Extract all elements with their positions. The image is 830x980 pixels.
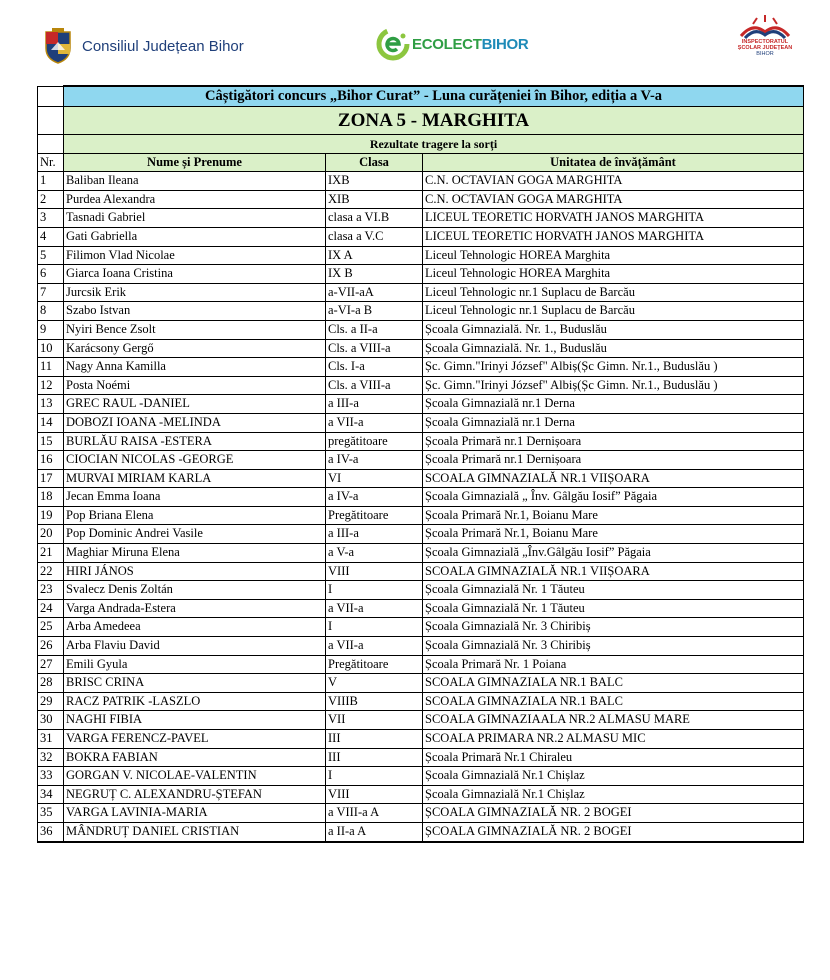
row-school: Școala Gimnazială. Nr. 1., Buduslău: [423, 339, 804, 358]
row-nr: 4: [38, 227, 64, 246]
table-row: [38, 227, 804, 246]
row-nr: 20: [38, 525, 64, 544]
row-nr: 12: [38, 376, 64, 395]
inspectoratul-logo: [733, 14, 797, 66]
row-school: C.N. OCTAVIAN GOGA MARGHITA: [423, 172, 804, 191]
table-row: [38, 506, 804, 525]
zone-row: [38, 107, 804, 135]
row-class: Cls. I-a: [326, 358, 423, 377]
row-name: GORGAN V. NICOLAE-VALENTIN: [64, 767, 326, 786]
row-class: Pregătitoare: [326, 655, 423, 674]
row-name: Purdea Alexandra: [64, 190, 326, 209]
table-row: [38, 711, 804, 730]
row-class: a II-a A: [326, 822, 423, 841]
row-name: Maghiar Miruna Elena: [64, 544, 326, 563]
row-name: Filimon Vlad Nicolae: [64, 246, 326, 265]
table-row: [38, 432, 804, 451]
row-class: a VII-a: [326, 599, 423, 618]
row-nr: 33: [38, 767, 64, 786]
row-nr: 28: [38, 674, 64, 693]
table-row: [38, 246, 804, 265]
row-school: Liceul Tehnologic HOREA Marghita: [423, 265, 804, 284]
row-name: Pop Briana Elena: [64, 506, 326, 525]
row-school: SCOALA PRIMARA NR.2 ALMASU MIC: [423, 730, 804, 749]
table-row: [38, 822, 804, 841]
page-header: [0, 0, 830, 80]
table-row: [38, 562, 804, 581]
row-name: Pop Dominic Andrei Vasile: [64, 525, 326, 544]
row-nr: 32: [38, 748, 64, 767]
consiliul-judetean-logo: [42, 28, 244, 64]
row-school: Școala Primară Nr.1 Chiraleu: [423, 748, 804, 767]
row-nr: 1: [38, 172, 64, 191]
row-name: RACZ PATRIK -LASZLO: [64, 692, 326, 711]
logo-text: Consiliul Județean Bihor: [82, 37, 244, 55]
table-row: [38, 674, 804, 693]
row-school: ȘCOALA GIMNAZIALĂ NR. 2 BOGEI: [423, 804, 804, 823]
table-row: [38, 320, 804, 339]
row-class: a-VII-aA: [326, 283, 423, 302]
row-school: Școala Primară Nr. 1 Poiana: [423, 655, 804, 674]
row-school: Școala Gimnazială nr.1 Derna: [423, 413, 804, 432]
row-name: Szabo Istvan: [64, 302, 326, 321]
row-nr: 26: [38, 637, 64, 656]
table-row: [38, 283, 804, 302]
row-nr: 13: [38, 395, 64, 414]
table-row: [38, 599, 804, 618]
row-nr: 7: [38, 283, 64, 302]
row-nr: 10: [38, 339, 64, 358]
row-school: SCOALA GIMNAZIAALA NR.2 ALMASU MARE: [423, 711, 804, 730]
row-nr: 17: [38, 469, 64, 488]
row-class: VIIIB: [326, 692, 423, 711]
row-class: IXB: [326, 172, 423, 191]
row-name: Tasnadi Gabriel: [64, 209, 326, 228]
row-nr: 18: [38, 488, 64, 507]
row-class: a IV-a: [326, 488, 423, 507]
row-class: a III-a: [326, 395, 423, 414]
row-school: LICEUL TEORETIC HORVATH JANOS MARGHITA: [423, 209, 804, 228]
table-row: [38, 692, 804, 711]
table-row: [38, 339, 804, 358]
row-class: pregătitoare: [326, 432, 423, 451]
row-name: Posta Noémi: [64, 376, 326, 395]
row-school: Școala Gimnazială. Nr. 1., Buduslău: [423, 320, 804, 339]
table-row: [38, 767, 804, 786]
table-row: [38, 209, 804, 228]
row-nr: 6: [38, 265, 64, 284]
row-nr: 14: [38, 413, 64, 432]
column-header-row: [38, 153, 804, 172]
row-class: Cls. a VIII-a: [326, 376, 423, 395]
row-class: III: [326, 748, 423, 767]
row-name: VARGA FERENCZ-PAVEL: [64, 730, 326, 749]
row-name: Arba Amedeea: [64, 618, 326, 637]
row-name: BURLĂU RAISA -ESTERA: [64, 432, 326, 451]
table-row: [38, 488, 804, 507]
subtitle: Rezultate tragere la sorți: [64, 135, 804, 154]
table-row: [38, 655, 804, 674]
row-class: a IV-a: [326, 451, 423, 470]
row-name: Nyiri Bence Zsolt: [64, 320, 326, 339]
row-nr: 21: [38, 544, 64, 563]
row-school: SCOALA GIMNAZIALĂ NR.1 VIIȘOARA: [423, 469, 804, 488]
row-class: a VII-a: [326, 637, 423, 656]
book-icon: [733, 14, 797, 42]
table-row: [38, 525, 804, 544]
row-school: Școala Gimnazială Nr. 1 Tăuteu: [423, 599, 804, 618]
row-nr: 23: [38, 581, 64, 600]
row-class: I: [326, 767, 423, 786]
row-nr: 15: [38, 432, 64, 451]
column-header-nr: Nr.: [38, 153, 64, 172]
row-name: DOBOZI IOANA -MELINDA: [64, 413, 326, 432]
table-row: [38, 618, 804, 637]
table-row: [38, 302, 804, 321]
row-class: VIII: [326, 562, 423, 581]
table-row: [38, 190, 804, 209]
subtitle-row: [38, 135, 804, 154]
row-class: IX B: [326, 265, 423, 284]
row-class: III: [326, 730, 423, 749]
row-school: LICEUL TEORETIC HORVATH JANOS MARGHITA: [423, 227, 804, 246]
table-row: [38, 376, 804, 395]
row-school: Școala Primară Nr.1, Boianu Mare: [423, 525, 804, 544]
table-row: [38, 413, 804, 432]
row-name: VARGA LAVINIA-MARIA: [64, 804, 326, 823]
row-class: a VII-a: [326, 413, 423, 432]
row-class: V: [326, 674, 423, 693]
row-class: a-VI-a B: [326, 302, 423, 321]
row-name: NEGRUȚ C. ALEXANDRU-ȘTEFAN: [64, 785, 326, 804]
row-class: IX A: [326, 246, 423, 265]
row-class: VIII: [326, 785, 423, 804]
table-row: [38, 804, 804, 823]
row-school: Școala Gimnazială „Înv.Gâlgău Iosif” Păgaia: [423, 544, 804, 563]
column-header-name: Nume și Prenume: [64, 153, 326, 172]
row-school: Școala Gimnazială nr.1 Derna: [423, 395, 804, 414]
row-name: Jurcsik Erik: [64, 283, 326, 302]
table-row: [38, 748, 804, 767]
row-nr: 34: [38, 785, 64, 804]
row-name: MÂNDRUȚ DANIEL CRISTIAN: [64, 822, 326, 841]
row-name: Giarca Ioana Cristina: [64, 265, 326, 284]
row-school: Școala Primară nr.1 Dernișoara: [423, 451, 804, 470]
row-school: ȘCOALA GIMNAZIALĂ NR. 2 BOGEI: [423, 822, 804, 841]
row-class: clasa a VI.B: [326, 209, 423, 228]
row-nr: 22: [38, 562, 64, 581]
coat-of-arms-icon: [42, 28, 74, 64]
row-school: C.N. OCTAVIAN GOGA MARGHITA: [423, 190, 804, 209]
row-school: SCOALA GIMNAZIALĂ NR.1 VIIȘOARA: [423, 562, 804, 581]
row-class: XIB: [326, 190, 423, 209]
row-name: Emili Gyula: [64, 655, 326, 674]
zone-heading: ZONA 5 - MARGHITA: [64, 107, 804, 135]
row-school: Școala Primară Nr.1, Boianu Mare: [423, 506, 804, 525]
row-nr: 2: [38, 190, 64, 209]
row-school: Școala Primară nr.1 Dernișoara: [423, 432, 804, 451]
row-nr: 5: [38, 246, 64, 265]
row-school: Liceul Tehnologic nr.1 Suplacu de Barcău: [423, 283, 804, 302]
row-nr: 8: [38, 302, 64, 321]
row-nr: 16: [38, 451, 64, 470]
row-name: Nagy Anna Kamilla: [64, 358, 326, 377]
table-row: [38, 785, 804, 804]
row-name: Gati Gabriella: [64, 227, 326, 246]
row-class: I: [326, 618, 423, 637]
row-name: Karácsony Gergő: [64, 339, 326, 358]
column-header-school: Unitatea de învățământ: [423, 153, 804, 172]
row-name: Arba Flaviu David: [64, 637, 326, 656]
row-class: Cls. a II-a: [326, 320, 423, 339]
row-nr: 35: [38, 804, 64, 823]
ecolect-e-icon: [376, 27, 410, 61]
table-row: [38, 451, 804, 470]
row-school: Liceul Tehnologic HOREA Marghita: [423, 246, 804, 265]
row-school: Școala Gimnazială Nr.1 Chișlaz: [423, 767, 804, 786]
row-name: CIOCIAN NICOLAS -GEORGE: [64, 451, 326, 470]
row-nr: 3: [38, 209, 64, 228]
row-class: I: [326, 581, 423, 600]
row-nr: 9: [38, 320, 64, 339]
row-nr: 11: [38, 358, 64, 377]
row-class: clasa a V.C: [326, 227, 423, 246]
table-row: [38, 544, 804, 563]
row-nr: 24: [38, 599, 64, 618]
table-row: [38, 730, 804, 749]
table-row: [38, 358, 804, 377]
row-school: Șc. Gimn."Irinyi József" Albiș(Șc Gimn. Nr.1., Buduslău ): [423, 376, 804, 395]
row-name: Jecan Emma Ioana: [64, 488, 326, 507]
row-school: Școala Gimnazială Nr. 3 Chiribiș: [423, 637, 804, 656]
row-class: a V-a: [326, 544, 423, 563]
row-name: GREC RAUL -DANIEL: [64, 395, 326, 414]
row-name: NAGHI FIBIA: [64, 711, 326, 730]
row-class: VI: [326, 469, 423, 488]
row-nr: 25: [38, 618, 64, 637]
table-row: [38, 172, 804, 191]
row-name: Baliban Ileana: [64, 172, 326, 191]
row-name: BRISC CRINA: [64, 674, 326, 693]
title-row: [38, 86, 804, 107]
row-class: Cls. a VIII-a: [326, 339, 423, 358]
row-school: Școala Gimnazială Nr. 3 Chiribiș: [423, 618, 804, 637]
ecolect-bihor-logo: [376, 27, 528, 61]
table-row: [38, 395, 804, 414]
results-table: [37, 85, 804, 843]
row-class: a III-a: [326, 525, 423, 544]
row-school: SCOALA GIMNAZIALA NR.1 BALC: [423, 692, 804, 711]
row-nr: 19: [38, 506, 64, 525]
row-school: Școala Gimnazială „ Înv. Gâlgău Iosif” Păgaia: [423, 488, 804, 507]
row-nr: 31: [38, 730, 64, 749]
row-nr: 27: [38, 655, 64, 674]
row-name: MURVAI MIRIAM KARLA: [64, 469, 326, 488]
row-name: BOKRA FABIAN: [64, 748, 326, 767]
row-nr: 29: [38, 692, 64, 711]
row-nr: 30: [38, 711, 64, 730]
ecolect-text: ECOLECTBIHOR: [412, 35, 529, 53]
document-title: Câștigători concurs „Bihor Curat” - Luna curățeniei în Bihor, ediția a V-a: [64, 86, 804, 107]
table-row: [38, 637, 804, 656]
table-row: [38, 265, 804, 284]
row-nr: 36: [38, 822, 64, 841]
isj-caption: INSPECTORATUL ȘCOLAR JUDEȚEAN BIHOR: [737, 39, 793, 57]
row-school: Școala Gimnazială Nr.1 Chișlaz: [423, 785, 804, 804]
row-school: Liceul Tehnologic nr.1 Suplacu de Barcău: [423, 302, 804, 321]
row-school: Școala Gimnazială Nr. 1 Tăuteu: [423, 581, 804, 600]
table-row: [38, 469, 804, 488]
row-school: SCOALA GIMNAZIALA NR.1 BALC: [423, 674, 804, 693]
table-row: [38, 581, 804, 600]
row-class: a VIII-a A: [326, 804, 423, 823]
column-header-class: Clasa: [326, 153, 423, 172]
row-school: Șc. Gimn."Irinyi József" Albiș(Șc Gimn. Nr.1., Buduslău ): [423, 358, 804, 377]
row-name: HIRI JÁNOS: [64, 562, 326, 581]
row-name: Svalecz Denis Zoltán: [64, 581, 326, 600]
row-name: Varga Andrada-Estera: [64, 599, 326, 618]
row-class: VII: [326, 711, 423, 730]
row-class: Pregătitoare: [326, 506, 423, 525]
